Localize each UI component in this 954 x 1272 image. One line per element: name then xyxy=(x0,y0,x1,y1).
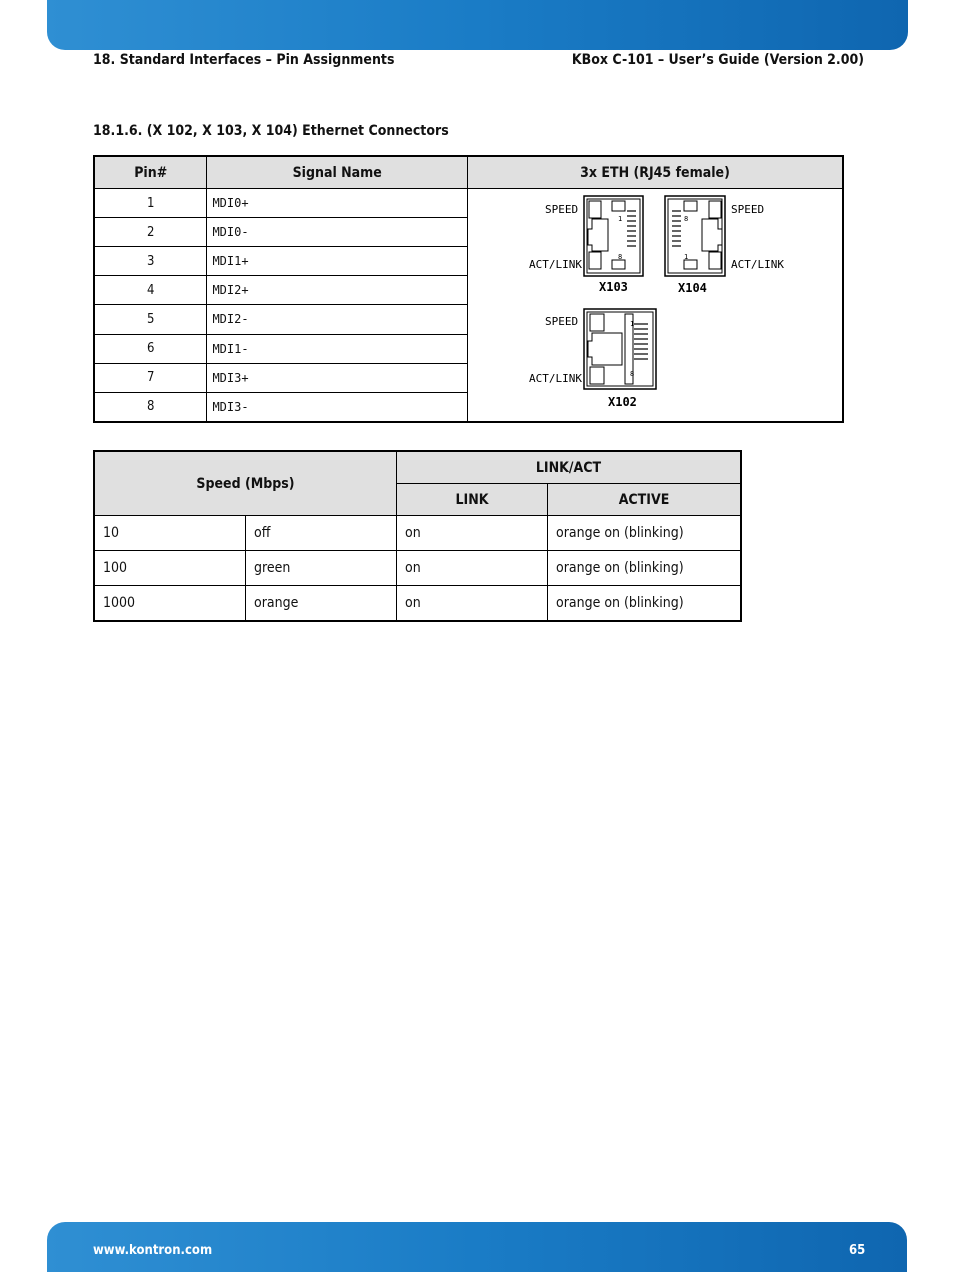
footer-website-link[interactable]: www.kontron.com xyxy=(93,1243,213,1258)
signal-cell: MDI3+ xyxy=(207,363,468,392)
x104-speed-label: SPEED xyxy=(730,203,765,216)
x102-pin1-label: 1 xyxy=(629,320,635,328)
pin-cell: 5 xyxy=(94,305,207,334)
column-header-signal: Signal Name xyxy=(207,156,468,189)
signal-cell: MDI1- xyxy=(207,334,468,363)
pin-cell: 2 xyxy=(94,218,207,247)
pin-cell: 1 xyxy=(94,189,207,218)
rj45-connector-diagram xyxy=(468,189,842,417)
table-header-row xyxy=(94,156,843,189)
pin-cell: 7 xyxy=(94,363,207,392)
pin-cell: 3 xyxy=(94,247,207,276)
table-header-row xyxy=(94,451,741,484)
x102-pin8-label: 8 xyxy=(629,370,635,378)
pin-cell: 4 xyxy=(94,276,207,305)
link-cell: on xyxy=(397,551,548,586)
top-banner xyxy=(47,0,908,50)
speed-led-color-cell: orange xyxy=(246,586,397,622)
column-header-pin: Pin# xyxy=(94,156,207,189)
x104-pin1-label: 1 xyxy=(683,253,689,261)
page-number: 65 xyxy=(849,1243,866,1258)
column-header-active: ACTIVE xyxy=(548,484,742,516)
column-header-linkact: LINK/ACT xyxy=(397,451,742,484)
pin-assignment-table xyxy=(93,155,844,423)
signal-cell: MDI2+ xyxy=(207,276,468,305)
signal-cell: MDI0+ xyxy=(207,189,468,218)
active-cell: orange on (blinking) xyxy=(548,551,742,586)
x104-connector xyxy=(665,196,725,276)
chapter-header: 18. Standard Interfaces – Pin Assignments xyxy=(93,52,395,68)
table-row xyxy=(94,189,843,218)
active-cell: orange on (blinking) xyxy=(548,586,742,622)
x104-label: X104 xyxy=(677,281,707,295)
connector-diagram-cell xyxy=(467,189,843,423)
pin-cell: 8 xyxy=(94,392,207,422)
table-row xyxy=(94,586,741,622)
signal-cell: MDI0- xyxy=(207,218,468,247)
column-header-connector: 3x ETH (RJ45 female) xyxy=(467,156,843,189)
x103-connector xyxy=(584,196,643,276)
x103-pin1-label: 1 xyxy=(617,215,623,223)
x102-actlink-label: ACT/LINK xyxy=(528,372,582,385)
table-row xyxy=(94,516,741,551)
link-cell: on xyxy=(397,586,548,622)
x103-actlink-label: ACT/LINK xyxy=(528,258,582,271)
x104-actlink-label: ACT/LINK xyxy=(730,258,784,271)
x102-speed-label: SPEED xyxy=(544,315,579,328)
x102-label: X102 xyxy=(607,395,637,409)
speed-cell: 10 xyxy=(94,516,246,551)
speed-led-table xyxy=(93,450,742,622)
pin-cell: 6 xyxy=(94,334,207,363)
x103-pin8-label: 8 xyxy=(617,253,623,261)
column-header-link: LINK xyxy=(397,484,548,516)
speed-led-color-cell: green xyxy=(246,551,397,586)
active-cell: orange on (blinking) xyxy=(548,516,742,551)
x103-speed-label: SPEED xyxy=(544,203,579,216)
x103-label: X103 xyxy=(598,280,628,294)
table-row xyxy=(94,551,741,586)
document-title-header: KBox C-101 – User’s Guide (Version 2.00) xyxy=(571,52,864,68)
signal-cell: MDI1+ xyxy=(207,247,468,276)
x102-connector xyxy=(584,309,656,389)
speed-cell: 100 xyxy=(94,551,246,586)
link-cell: on xyxy=(397,516,548,551)
signal-cell: MDI2- xyxy=(207,305,468,334)
column-header-speed: Speed (Mbps) xyxy=(94,451,397,516)
speed-led-color-cell: off xyxy=(246,516,397,551)
x104-pin8-label: 8 xyxy=(683,215,689,223)
section-title: 18.1.6. (X 102, X 103, X 104) Ethernet Connectors xyxy=(93,123,449,139)
signal-cell: MDI3- xyxy=(207,392,468,422)
speed-cell: 1000 xyxy=(94,586,246,622)
